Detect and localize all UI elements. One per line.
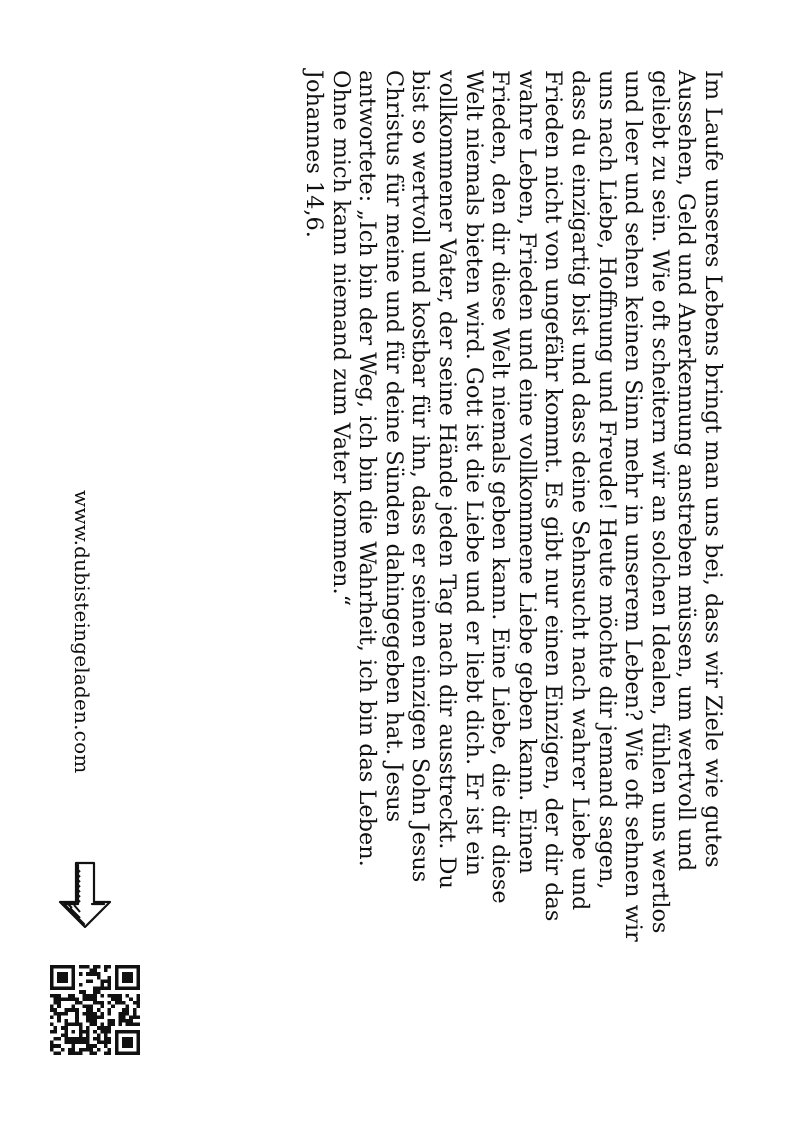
text-line: uns nach Liebe, Hoffnung und Freude! Heute möchte dir jemand sagen, xyxy=(593,70,620,890)
text-line: Christus für meine und für deine Sünden dahingegeben hat. Jesus xyxy=(380,70,407,823)
text-line: wahre Leben, Frieden und eine vollkommene Liebe geben kann. Einen xyxy=(513,70,540,874)
text-line: antwortete: „Ich bin der Weg, ich bin die Wahrheit, ich bin das Leben. xyxy=(354,70,381,867)
text-line: bist so wertvoll und kostbar für ihn, dass er seinen einzigen Sohn Jesus xyxy=(407,70,434,883)
bible-reference: Johannes 14,6. xyxy=(301,70,328,238)
text-line: Welt niemals bieten wird. Gott ist die Liebe und er liebt dich. Er ist ein xyxy=(460,70,487,876)
text-line: Frieden, den dir diese Welt niemals geben kann. Eine Liebe, die dir diese xyxy=(487,70,514,904)
text-line: geliebt zu sein. Wie oft scheitern wir an solchen Idealen, fühlen uns wertlos xyxy=(646,70,673,934)
text-line: Frieden nicht von ungefähr kommt. Es gibt nur einen Einzigen, der dir das xyxy=(540,70,567,922)
hand-drawn-arrow-icon xyxy=(56,860,114,930)
text-line: dass du einzigartig bist und dass deine Sehnsucht nach wahrer Liebe und xyxy=(567,70,594,911)
body-text xyxy=(301,70,727,1070)
text-line: vollkommener Vater, der seine Hände jeden Tag nach dir ausstreckt. Du xyxy=(434,70,461,889)
qr-code-icon[interactable] xyxy=(50,965,140,1055)
text-line: Im Laufe unseres Lebens bringt man uns bei, dass wir Ziele wie gutes xyxy=(700,70,726,868)
website-url[interactable]: www.dubisteingeladen.com xyxy=(70,490,94,774)
text-line: Aussehen, Geld und Anerkennung anstreben müssen, um wertvoll und xyxy=(673,70,700,872)
text-line: Ohne mich kann niemand zum Vater kommen.“ xyxy=(327,70,354,607)
text-line: und leer und sehen keinen Sinn mehr in unserem Leben? Wie oft sehnen wir xyxy=(620,70,647,942)
